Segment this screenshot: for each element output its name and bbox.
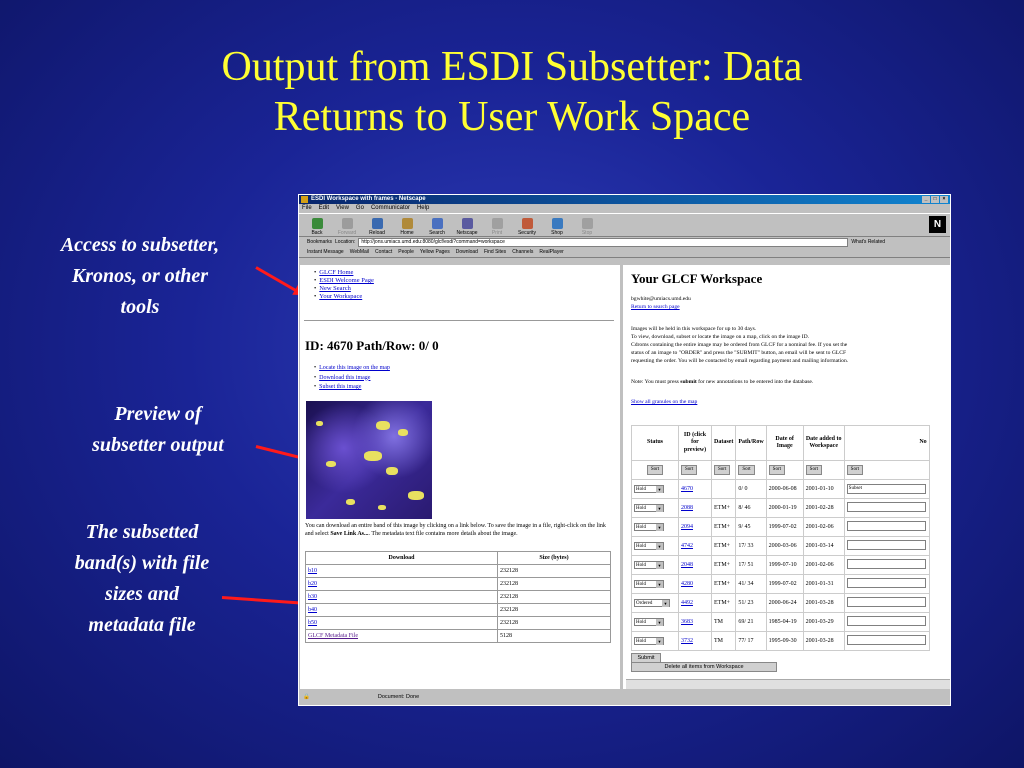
- dataset-cell: ETM+: [712, 594, 736, 613]
- table-row: [306, 617, 611, 630]
- netscape-logo: N: [929, 216, 946, 233]
- annotation-line: The subsetted: [85, 521, 199, 543]
- slide-title: [0, 42, 1024, 142]
- column-header: No: [844, 426, 929, 461]
- menu-bar: [299, 204, 950, 213]
- horizontal-scrollbar[interactable]: [626, 679, 951, 689]
- table-row: [632, 575, 930, 594]
- image-id-link[interactable]: 4492: [681, 600, 693, 606]
- status-text: Document: Done: [377, 694, 420, 700]
- table-row: [632, 480, 930, 499]
- minimize-icon[interactable]: _: [922, 196, 930, 203]
- home-icon: [402, 218, 413, 229]
- note-text: Note: You must press: [631, 379, 681, 385]
- submit-button[interactable]: Submit: [631, 653, 661, 663]
- note-text-bold: submit: [680, 379, 697, 385]
- note-input[interactable]: [847, 540, 926, 550]
- sort-button[interactable]: Sort: [714, 465, 730, 475]
- lock-icon: [522, 218, 533, 229]
- annotation-line: Kronos, or other: [71, 265, 209, 287]
- search-icon: [432, 218, 443, 229]
- table-row: [306, 565, 611, 578]
- table-row: [632, 613, 930, 632]
- note-text: for new annotations to be entered into the database.: [696, 379, 814, 385]
- column-header: Size (bytes): [498, 552, 611, 565]
- dataset-cell: TM: [712, 613, 736, 632]
- info-line: Images will be held in this workspace for up to 30 days.: [631, 326, 757, 332]
- dataset-cell: TM: [712, 632, 736, 651]
- table-row: [632, 518, 930, 537]
- download-instructions: [305, 523, 613, 538]
- download-image-link[interactable]: Download this image: [319, 374, 371, 381]
- link-channels[interactable]: Channels: [512, 249, 534, 255]
- info-line: requesting the order. You will be contacted by email regarding payment and mailing information.: [631, 358, 849, 364]
- added-date-cell: 2001-03-28: [803, 632, 844, 651]
- column-header: Download: [306, 552, 498, 565]
- added-date-cell: 2001-01-10: [803, 480, 844, 499]
- note-input[interactable]: [847, 616, 926, 626]
- file-size: 232128: [498, 565, 611, 578]
- image-date-cell: 1999-07-02: [766, 575, 803, 594]
- table-row: [306, 591, 611, 604]
- added-date-cell: 2001-03-29: [803, 613, 844, 632]
- workspace-table: [631, 425, 930, 651]
- button-label: Search: [429, 230, 445, 236]
- link-download[interactable]: Download: [455, 249, 478, 255]
- dataset-cell: ETM+: [712, 518, 736, 537]
- column-header: Date added to Workspace: [803, 426, 844, 461]
- return-to-search-link[interactable]: Return to search page: [631, 304, 680, 310]
- file-size: 232128: [498, 591, 611, 604]
- button-label: Print: [491, 230, 503, 236]
- status-select[interactable]: Ordered ▼: [634, 599, 670, 607]
- navigation-toolbar: [299, 213, 950, 237]
- delete-all-button[interactable]: Delete all items from Workspace: [631, 662, 777, 672]
- window-title: ESDI Workspace with frames - Netscape: [311, 196, 426, 202]
- locate-image-link[interactable]: Locate this image on the map: [319, 365, 390, 371]
- table-row: [306, 578, 611, 591]
- button-label: Back: [311, 230, 323, 236]
- menu-go[interactable]: Go: [355, 205, 364, 211]
- file-link[interactable]: b30: [308, 594, 317, 600]
- link-find-sites[interactable]: Find Sites: [483, 249, 507, 255]
- note-input[interactable]: [847, 635, 926, 645]
- dataset-cell: ETM+: [712, 575, 736, 594]
- file-link[interactable]: b10: [308, 568, 317, 574]
- column-header: Dataset: [712, 426, 736, 461]
- status-select[interactable]: Hold ▼: [634, 504, 664, 512]
- page-content: [300, 265, 951, 689]
- table-row: [632, 499, 930, 518]
- status-select[interactable]: Hold ▼: [634, 618, 664, 626]
- column-header: Date of Image: [766, 426, 803, 461]
- back-button[interactable]: [307, 218, 327, 236]
- path-row-cell: 0/ 0: [736, 480, 766, 499]
- url-field[interactable]: http://jons.umiacs.umd.edu:8080/glcf/esdi?command=workspace: [358, 238, 848, 247]
- bookmarks-button[interactable]: Bookmarks: [307, 239, 333, 245]
- note-input[interactable]: [847, 559, 926, 569]
- image-date-cell: 2000-06-24: [766, 594, 803, 613]
- nav-link-glcf-home[interactable]: GLCF Home: [319, 269, 354, 276]
- path-row-cell: 41/ 34: [736, 575, 766, 594]
- forward-button[interactable]: [337, 218, 357, 236]
- image-id-link[interactable]: 2094: [681, 524, 693, 530]
- table-row: [306, 630, 611, 643]
- annotation-subsetted-bands: [44, 517, 240, 641]
- link-webmail[interactable]: WebMail: [349, 249, 370, 255]
- image-id-link[interactable]: 3732: [681, 638, 693, 644]
- image-actions: [314, 364, 390, 393]
- workspace-title: Your GLCF Workspace: [631, 271, 763, 286]
- sort-button[interactable]: Sort: [738, 465, 754, 475]
- image-date-cell: 2000-06-08: [766, 480, 803, 499]
- browser-window: [298, 194, 951, 706]
- sort-button[interactable]: Sort: [806, 465, 822, 475]
- note-input[interactable]: [847, 578, 926, 588]
- note-input[interactable]: [847, 502, 926, 512]
- reload-icon: [372, 218, 383, 229]
- info-line: To view, download, subset or locate the image on a map, click on the image ID.: [631, 334, 810, 340]
- link-contact[interactable]: Contact: [375, 249, 393, 255]
- sort-button[interactable]: Sort: [681, 465, 697, 475]
- show-all-granules-link[interactable]: Show all granules on the map: [631, 399, 698, 405]
- user-email: bgwhite@umiacs.umd.edu: [631, 296, 691, 302]
- annotation-subsetter-access: [34, 230, 246, 323]
- path-row-cell: 9/ 45: [736, 518, 766, 537]
- image-id-link[interactable]: 3683: [681, 619, 693, 625]
- location-label: Location:: [335, 239, 356, 245]
- whats-related-button[interactable]: What's Related: [851, 239, 886, 245]
- button-label: Reload: [369, 230, 385, 236]
- personal-toolbar: [299, 247, 950, 258]
- table-row: [632, 556, 930, 575]
- table-row: [632, 632, 930, 651]
- location-bar: [299, 237, 950, 247]
- button-label: Home: [400, 230, 414, 236]
- image-id-link[interactable]: 2048: [681, 562, 693, 568]
- shop-button[interactable]: [547, 218, 567, 236]
- download-table: [305, 551, 611, 643]
- table-row: [632, 537, 930, 556]
- file-link[interactable]: b50: [308, 620, 317, 626]
- image-id-link[interactable]: 4742: [681, 543, 693, 549]
- shop-icon: [552, 218, 563, 229]
- added-date-cell: 2001-02-06: [803, 518, 844, 537]
- slide-title-line2: Returns to User Work Space: [273, 94, 751, 140]
- path-row-cell: 8/ 46: [736, 499, 766, 518]
- image-id-heading: ID: 4670 Path/Row: 0/ 0: [305, 338, 439, 353]
- annotation-line: band(s) with file: [74, 552, 210, 574]
- menu-view[interactable]: View: [336, 205, 349, 211]
- status-bar: [299, 690, 951, 704]
- sort-button[interactable]: Sort: [847, 465, 863, 475]
- sort-button[interactable]: Sort: [769, 465, 785, 475]
- status-select[interactable]: Hold ▼: [634, 561, 664, 569]
- download-text: . The metadata text file contains more details about the image.: [368, 530, 518, 537]
- menu-edit[interactable]: Edit: [318, 205, 330, 211]
- dataset-cell: ETM+: [712, 537, 736, 556]
- stop-button[interactable]: [577, 218, 597, 236]
- menu-communicator[interactable]: Communicator: [370, 205, 410, 211]
- column-header: Status: [632, 426, 679, 461]
- image-id-link[interactable]: 2088: [681, 505, 693, 511]
- status-select[interactable]: Hold ▼: [634, 523, 664, 531]
- slide-title-line1: Output from ESDI Subsetter: Data: [221, 44, 803, 90]
- dataset-cell: ETM+: [712, 556, 736, 575]
- file-link[interactable]: b20: [308, 581, 317, 587]
- status-select[interactable]: Hold ▼: [634, 542, 664, 550]
- button-label: Netscape: [456, 230, 478, 236]
- info-line: status of an image to "ORDER" and press the "SUBMIT" button, an email will be sent to GLCF: [631, 350, 847, 356]
- sort-button[interactable]: Sort: [647, 465, 663, 475]
- path-row-cell: 17/ 51: [736, 556, 766, 575]
- file-link[interactable]: b40: [308, 607, 317, 613]
- annotation-line: subsetter output: [92, 434, 224, 456]
- security-button[interactable]: [517, 218, 537, 236]
- link-people[interactable]: People: [398, 249, 414, 255]
- file-size: 232128: [498, 578, 611, 591]
- subset-image-link[interactable]: Subset this image: [319, 384, 362, 390]
- image-date-cell: 1995-09-30: [766, 632, 803, 651]
- netscape-icon: [462, 218, 473, 229]
- image-date-cell: 1999-07-10: [766, 556, 803, 575]
- image-id-link[interactable]: 4280: [681, 581, 693, 587]
- path-row-cell: 69/ 21: [736, 613, 766, 632]
- table-row: [306, 604, 611, 617]
- button-label: Stop: [581, 230, 593, 236]
- added-date-cell: 2001-03-28: [803, 594, 844, 613]
- forward-icon: [342, 218, 353, 229]
- netscape-button[interactable]: [457, 218, 477, 236]
- link-yellow-pages[interactable]: Yellow Pages: [419, 249, 450, 255]
- status-select[interactable]: Hold ▼: [634, 637, 664, 645]
- nav-link-esdi-welcome[interactable]: ESDI Welcome Page: [319, 277, 374, 284]
- info-line: Cdroms containing the entire image may be ordered from GLCF for a nominal fee. If you set the: [631, 342, 848, 348]
- image-date-cell: 1999-07-02: [766, 518, 803, 537]
- search-button[interactable]: [427, 218, 447, 236]
- image-date-cell: 2000-03-06: [766, 537, 803, 556]
- reload-button[interactable]: [367, 218, 387, 236]
- stop-icon: [582, 218, 593, 229]
- dataset-cell: ETM+: [712, 499, 736, 518]
- added-date-cell: 2001-03-14: [803, 537, 844, 556]
- button-label: Security: [517, 230, 537, 236]
- menu-file[interactable]: File: [302, 205, 312, 211]
- added-date-cell: 2001-02-06: [803, 556, 844, 575]
- link-realplayer[interactable]: RealPlayer: [539, 249, 564, 255]
- status-select[interactable]: Hold ▼: [634, 580, 664, 588]
- button-label: Shop: [551, 230, 563, 236]
- image-date-cell: 2000-01-19: [766, 499, 803, 518]
- home-button[interactable]: [397, 218, 417, 236]
- subset-preview-image: [306, 401, 432, 519]
- nav-list: [314, 269, 374, 301]
- annotation-line: tools: [120, 296, 160, 318]
- table-row: [632, 594, 930, 613]
- submit-note: [631, 378, 813, 386]
- print-icon: [492, 218, 503, 229]
- note-input[interactable]: Subset: [847, 484, 926, 494]
- status-security-icon: 🔒: [303, 694, 310, 700]
- print-button[interactable]: [487, 218, 507, 236]
- image-id-link[interactable]: 4670: [681, 486, 693, 492]
- path-row-cell: 77/ 17: [736, 632, 766, 651]
- maximize-icon[interactable]: □: [931, 196, 939, 203]
- file-size: 232128: [498, 604, 611, 617]
- annotation-line: metadata file: [88, 614, 196, 636]
- file-size: 232128: [498, 617, 611, 630]
- column-header: Path/Row: [736, 426, 766, 461]
- added-date-cell: 2001-02-28: [803, 499, 844, 518]
- dataset-cell: [712, 480, 736, 499]
- column-header: ID (click for preview): [679, 426, 712, 461]
- nav-link-your-workspace[interactable]: Your Workspace: [319, 293, 363, 300]
- added-date-cell: 2001-01-31: [803, 575, 844, 594]
- download-text: You can download an entire band of this image by clicking on a link below. To save the image in a file, right-click on the link and select: [305, 523, 606, 537]
- nav-link-new-search[interactable]: New Search: [319, 285, 351, 292]
- path-row-cell: 17/ 33: [736, 537, 766, 556]
- link-instant-message[interactable]: Instant Message: [307, 249, 344, 255]
- right-frame: [626, 265, 951, 689]
- menu-help[interactable]: Help: [416, 205, 430, 211]
- netscape-app-icon: [301, 196, 308, 203]
- left-frame: [300, 265, 623, 689]
- annotation-line: sizes and: [105, 583, 179, 605]
- window-titlebar: [299, 195, 950, 204]
- arrow-to-nav: [255, 266, 298, 293]
- path-row-cell: 51/ 23: [736, 594, 766, 613]
- metadata-file-link[interactable]: GLCF Metadata File: [308, 633, 358, 639]
- status-select[interactable]: Hold ▼: [634, 485, 664, 493]
- divider: [304, 320, 614, 321]
- annotation-line: Preview of: [114, 403, 202, 425]
- download-text-bold: Save Link As...: [330, 530, 369, 537]
- annotation-line: Access to subsetter,: [60, 234, 220, 256]
- annotation-preview: [60, 399, 256, 461]
- button-label: Forward: [337, 230, 357, 236]
- back-icon: [312, 218, 323, 229]
- file-size: 5128: [498, 630, 611, 643]
- note-input[interactable]: [847, 597, 926, 607]
- close-icon[interactable]: ×: [940, 196, 948, 203]
- image-date-cell: 1985-04-19: [766, 613, 803, 632]
- note-input[interactable]: [847, 521, 926, 531]
